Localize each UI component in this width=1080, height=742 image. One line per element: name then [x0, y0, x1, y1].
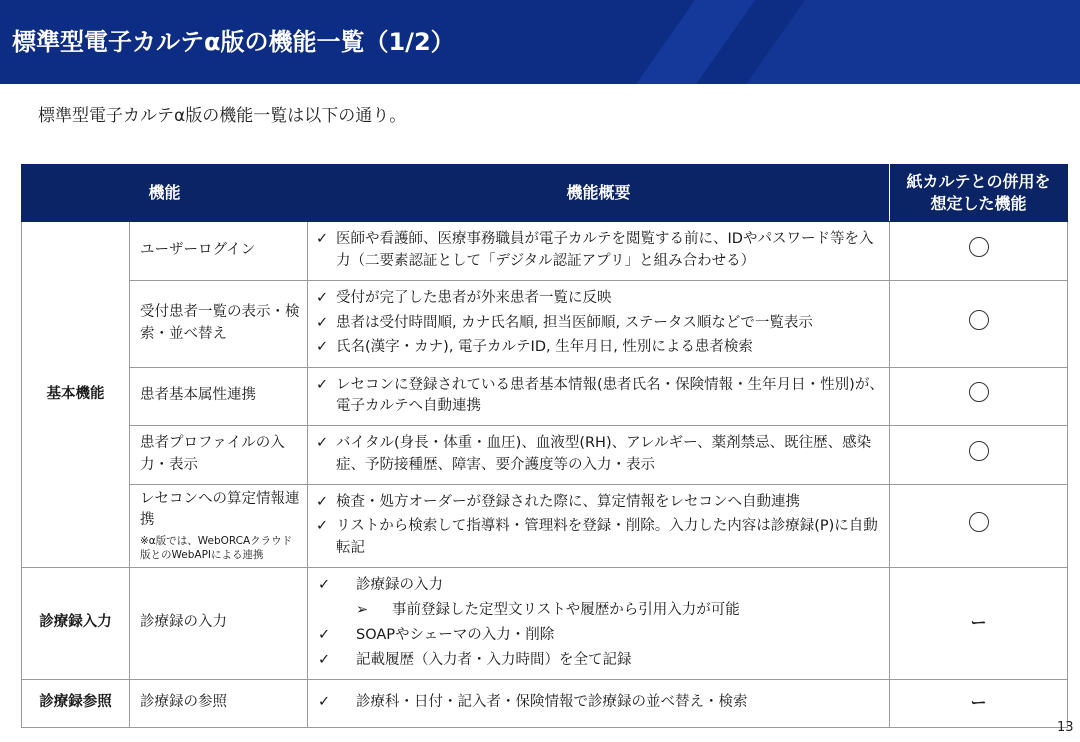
check-icon: ✓	[316, 289, 329, 306]
check-icon: ✓	[318, 577, 331, 594]
arrow-bullet-icon: ➢	[356, 602, 369, 618]
overview-item	[316, 313, 885, 335]
overview-text: 受付が完了した患者が外来患者一覧に反映	[336, 289, 612, 306]
circle-mark-icon	[969, 382, 989, 402]
col-header-paper-combined	[890, 165, 1068, 222]
overview-item	[316, 375, 885, 419]
overview-text: 事前登録した定型文リストや履歴から引用入力が可能	[392, 602, 740, 618]
paper-combined-cell	[890, 679, 1068, 727]
circle-mark-icon	[969, 237, 989, 257]
overview-cell	[308, 426, 890, 485]
check-icon: ✓	[316, 339, 329, 356]
overview-cell	[308, 222, 890, 281]
overview-cell	[308, 679, 890, 727]
col-header-feature: 機能	[22, 165, 308, 222]
category-cell-record-view: 診療録参照	[22, 679, 130, 727]
col-header-paper-line1: 紙カルテとの併用を	[906, 172, 1051, 192]
check-icon: ✓	[316, 376, 329, 393]
overview-text: 診療科・日付・記入者・保険情報で診療録の並べ替え・検索	[356, 694, 748, 711]
overview-item	[316, 492, 885, 514]
overview-text: リストから検索して指導料・管理料を登録・削除。入力した内容は診療録(P)に自動転記	[336, 518, 878, 556]
circle-mark-icon	[969, 310, 989, 330]
col-header-paper-line2: 想定した機能	[930, 194, 1027, 213]
category-cell-basic: 基本機能	[22, 222, 130, 568]
paper-combined-cell	[890, 222, 1068, 281]
circle-mark-icon	[969, 441, 989, 461]
overview-item	[316, 288, 885, 310]
overview-text: 診療録の入力	[356, 577, 444, 594]
check-icon: ✓	[316, 493, 329, 510]
overview-text: 氏名(漢字・カナ), 電子カルテID, 生年月日, 性別による患者検索	[336, 339, 753, 356]
check-icon: ✓	[316, 518, 329, 535]
overview-item	[316, 433, 885, 477]
table-header-row	[22, 165, 1068, 222]
check-icon: ✓	[316, 314, 329, 331]
overview-text: SOAPやシェーマの入力・削除	[356, 626, 555, 643]
table-row	[22, 222, 1068, 281]
dash-mark: ー	[970, 692, 987, 712]
overview-cell	[308, 567, 890, 679]
paper-combined-cell	[890, 567, 1068, 679]
check-icon: ✓	[318, 651, 331, 668]
slide-title: 標準型電子カルテα版の機能一覧（1/2）	[12, 28, 455, 56]
overview-item	[316, 692, 885, 714]
overview-text: レセコンに登録されている患者基本情報(患者氏名・保険情報・生年月日・性別)が、電子カルテへ自動連携	[336, 376, 884, 415]
overview-text: 医師や看護師、医療事務職員が電子カルテを閲覧する前に、IDやパスワード等を入力（二要素認証として「デジタル認証アプリ」と組み合わせる）	[336, 231, 874, 269]
overview-text: 記載履歴（入力者・入力時間）を全て記録	[356, 651, 632, 668]
feature-name: 診療録の入力	[130, 567, 308, 679]
feature-name: レセコンへの算定情報連携	[140, 490, 300, 529]
paper-combined-cell	[890, 367, 1068, 426]
col-header-overview: 機能概要	[308, 165, 890, 222]
feature-name: 受付患者一覧の表示・検索・並べ替え	[130, 280, 308, 367]
feature-table	[21, 164, 1068, 728]
check-icon: ✓	[316, 435, 329, 451]
overview-text: バイタル(身長・体重・血圧)、血液型(RH)、アレルギー、薬剤禁忌、既往歴、感染症、予防接種歴、障害、要介護度等の入力・表示	[336, 435, 872, 473]
check-icon: ✓	[318, 694, 331, 711]
paper-combined-cell	[890, 484, 1068, 567]
feature-name: 診療録の参照	[130, 679, 308, 727]
header-decor-stripe	[611, 0, 769, 84]
page-number: 13	[1057, 720, 1074, 735]
table-row	[22, 484, 1068, 567]
table-row	[22, 280, 1068, 367]
check-icon: ✓	[316, 231, 329, 247]
table-row	[22, 367, 1068, 426]
overview-subitem	[316, 600, 885, 622]
lead-text: 標準型電子カルテα版の機能一覧は以下の通り。	[38, 106, 407, 126]
table-row	[22, 426, 1068, 485]
table-row	[22, 679, 1068, 727]
feature-name: ユーザーログイン	[130, 222, 308, 281]
circle-mark-icon	[969, 512, 989, 532]
category-cell-record-input: 診療録入力	[22, 567, 130, 679]
feature-name: 患者プロファイルの入力・表示	[130, 426, 308, 485]
check-icon: ✓	[318, 626, 331, 643]
overview-item	[316, 650, 885, 672]
overview-item	[316, 516, 885, 560]
overview-cell	[308, 280, 890, 367]
overview-item	[316, 575, 885, 597]
feature-note: ※α版では、WebORCAクラウド版とのWebAPIによる連携	[140, 535, 293, 562]
overview-text: 患者は受付時間順, カナ氏名順, 担当医師順, ステータス順などで一覧表示	[336, 314, 813, 331]
overview-item	[316, 337, 885, 359]
feature-name: 患者基本属性連携	[130, 367, 308, 426]
overview-item	[316, 625, 885, 647]
header-decor-band	[721, 0, 1080, 84]
feature-name-cell	[130, 484, 308, 567]
slide-header	[0, 0, 1080, 84]
overview-text: 検査・処方オーダーが登録された際に、算定情報をレセコンへ自動連携	[336, 493, 801, 510]
dash-mark: ー	[970, 612, 987, 632]
table-row	[22, 567, 1068, 679]
overview-cell	[308, 484, 890, 567]
overview-item	[316, 229, 885, 273]
paper-combined-cell	[890, 280, 1068, 367]
paper-combined-cell	[890, 426, 1068, 485]
overview-cell	[308, 367, 890, 426]
